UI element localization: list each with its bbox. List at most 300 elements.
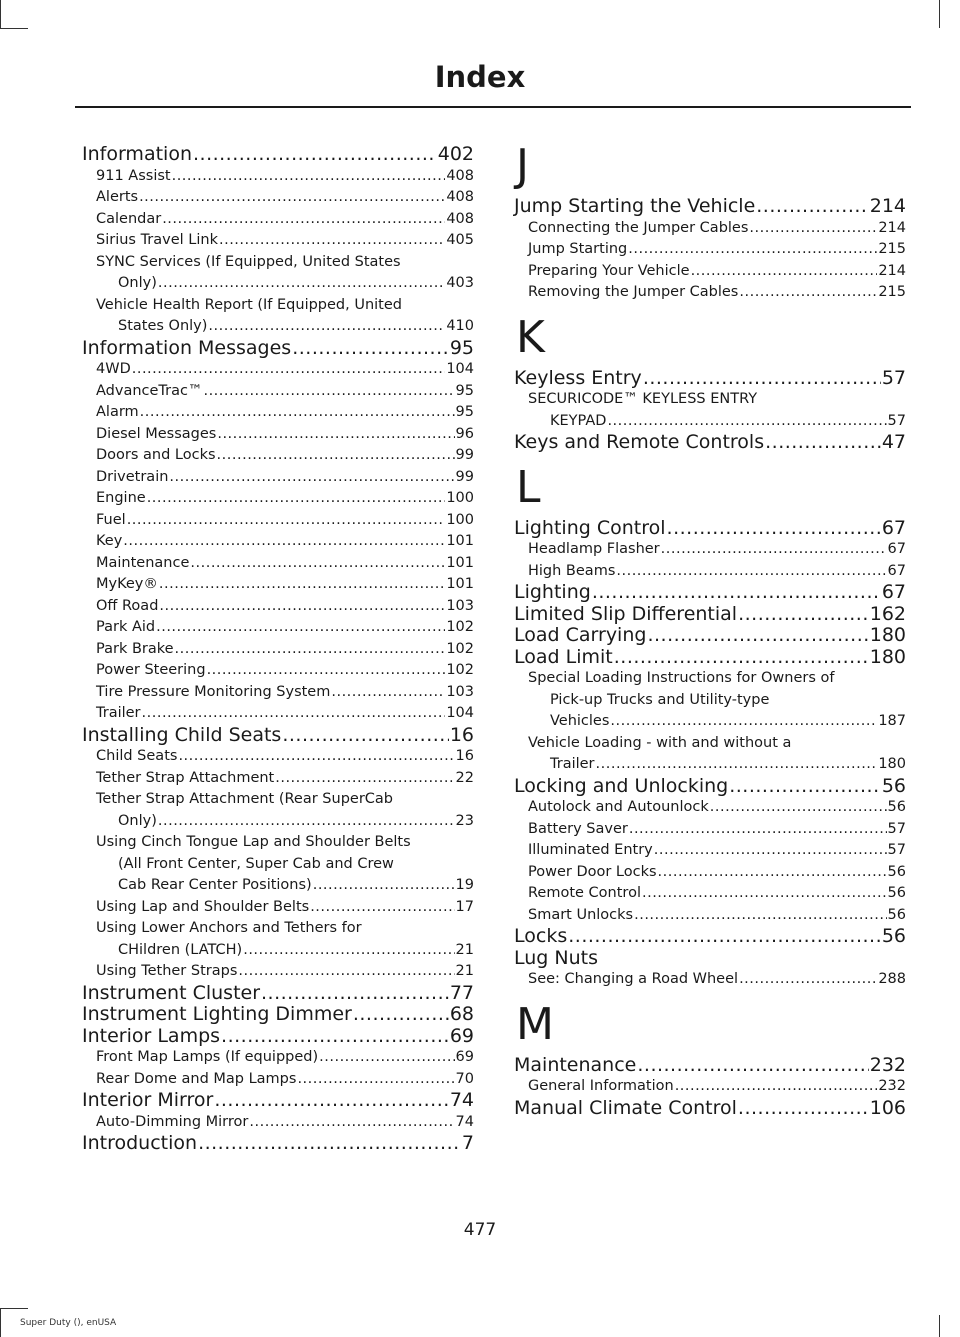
index-subentry: [82, 252, 474, 295]
entry-page: 67: [887, 562, 906, 579]
header-divider: [75, 106, 911, 108]
index-subentry: [514, 905, 906, 927]
index-subentry: [514, 1076, 906, 1098]
dot-leader: [159, 596, 445, 618]
index-subentry: [82, 424, 474, 446]
entry-title: Manual Climate Control: [514, 1096, 737, 1119]
entry-title: Calendar: [96, 210, 162, 227]
entry-page: 232: [869, 1053, 906, 1076]
entry-title: Maintenance: [514, 1053, 637, 1076]
index-subentry: [82, 768, 474, 790]
entry-title: Limited Slip Differential: [514, 602, 738, 625]
entry-page: 214: [878, 262, 906, 279]
dot-leader: [214, 1090, 448, 1112]
entry-title: Rear Dome and Map Lamps: [96, 1070, 297, 1087]
dot-leader: [139, 187, 445, 209]
entry-title: Preparing Your Vehicle: [528, 262, 690, 279]
entry-title: Tire Pressure Monitoring System: [96, 683, 331, 700]
dot-leader: [217, 445, 455, 467]
dot-leader: [159, 574, 445, 596]
index-letter: M: [516, 998, 554, 1050]
index-subentry: [514, 668, 906, 733]
dot-leader: [172, 166, 446, 188]
dot-leader: [616, 561, 886, 583]
entry-page: 95: [455, 382, 474, 399]
index-letter: L: [516, 461, 541, 513]
entry-page: 47: [881, 431, 906, 453]
index-subentry: [82, 402, 474, 424]
dot-leader: [710, 797, 887, 819]
entry-title: Connecting the Jumper Cables: [528, 219, 749, 236]
entry-page: 17: [455, 898, 474, 915]
dot-leader: [207, 660, 446, 682]
dot-leader: [193, 144, 437, 166]
entry-page: 68: [449, 1003, 474, 1025]
entry-title: Locks: [514, 925, 568, 947]
dot-leader: [628, 239, 877, 261]
entry-title: Off Road: [96, 597, 159, 614]
entry-page: 232: [878, 1078, 906, 1094]
entry-page: 96: [455, 425, 474, 442]
index-subentry: [82, 295, 474, 338]
dot-leader: [610, 711, 877, 733]
entry-last-line: [96, 316, 474, 338]
index-subentry: [82, 531, 474, 553]
dot-leader: [643, 368, 881, 390]
entry-last-line: [528, 754, 906, 776]
entry-title: Removing the Jumper Cables: [528, 284, 739, 300]
entry-title: Only): [118, 812, 157, 829]
index-column-left: [82, 144, 474, 1155]
index-subentry: [82, 574, 474, 596]
index-subentry: [514, 733, 906, 776]
dot-leader: [203, 381, 454, 403]
dot-leader: [175, 639, 446, 661]
entry-page: 57: [887, 412, 906, 429]
entry-page: 7: [461, 1132, 474, 1154]
entry-page: 104: [446, 705, 474, 721]
entry-title: CHildren (LATCH): [118, 941, 243, 958]
index-subentry: [82, 897, 474, 919]
dot-leader: [198, 1133, 461, 1155]
dot-leader: [169, 467, 454, 489]
dot-leader: [219, 230, 445, 252]
entry-page: 104: [446, 361, 474, 377]
dot-leader: [217, 424, 454, 446]
dot-leader: [634, 905, 886, 927]
entry-title: 911 Assist: [96, 167, 171, 184]
entry-title: Instrument Lighting Dimmer: [82, 1003, 352, 1025]
index-subentry: [82, 789, 474, 832]
entry-title: Alarm: [96, 404, 139, 420]
index-subentry: [82, 832, 474, 897]
entry-title: Interior Lamps: [82, 1024, 221, 1047]
index-subentry: [514, 282, 906, 304]
index-subentry: [514, 261, 906, 283]
index-entry: [514, 625, 906, 647]
entry-title: Cab Rear Center Positions): [118, 877, 312, 893]
entry-page: 101: [446, 533, 474, 549]
entry-page: 180: [869, 624, 906, 646]
entry-last-line: [96, 940, 474, 962]
dot-leader: [647, 625, 868, 647]
dot-leader: [319, 1047, 454, 1069]
index-subentry: [82, 660, 474, 682]
index-subentry: [82, 510, 474, 532]
index-entry: [82, 1090, 474, 1112]
dot-leader: [190, 553, 445, 575]
entry-title: Using Lap and Shoulder Belts: [96, 898, 310, 915]
index-letter: J: [516, 140, 529, 191]
entry-title: General Information: [528, 1078, 674, 1094]
index-subentry: [82, 746, 474, 768]
entry-page: 57: [887, 842, 906, 858]
entry-page: 67: [887, 541, 906, 557]
page-title: Index: [434, 60, 526, 94]
entry-title: Power Door Locks: [528, 863, 657, 880]
dot-leader: [243, 940, 454, 962]
entry-page: 74: [455, 1113, 474, 1130]
entry-page: 288: [878, 971, 906, 987]
entry-title: Introduction: [82, 1132, 198, 1154]
index-subentry: [82, 1112, 474, 1134]
entry-page: 215: [878, 241, 906, 257]
entry-title: 4WD: [96, 361, 131, 377]
entry-title: Locking and Unlocking: [514, 774, 729, 797]
entry-title-line: SYNC Services (If Equipped, United States: [96, 253, 401, 270]
entry-page: 100: [446, 490, 474, 506]
entry-page: 95: [455, 404, 474, 420]
entry-title: See: Changing a Road Wheel: [528, 971, 739, 987]
entry-title: Diesel Messages: [96, 425, 217, 442]
entry-page: 21: [455, 941, 474, 958]
index-subentry: [514, 389, 906, 432]
dot-leader: [607, 411, 886, 433]
dot-leader: [667, 518, 881, 540]
dot-leader: [249, 1112, 454, 1134]
entry-title: Load Limit: [514, 645, 613, 668]
dot-leader: [140, 402, 455, 424]
index-subentry: [82, 703, 474, 725]
index-subentry: [82, 230, 474, 252]
entry-page: 408: [446, 210, 474, 227]
entry-title: Front Map Lamps (If equipped): [96, 1049, 319, 1065]
entry-title: Doors and Locks: [96, 447, 216, 463]
entry-page: 56: [887, 906, 906, 923]
dot-leader: [738, 604, 869, 626]
entry-page: 22: [455, 769, 474, 786]
entry-title: Keyless Entry: [514, 366, 642, 389]
entry-title: Headlamp Flasher: [528, 541, 660, 557]
dot-leader: [147, 488, 446, 510]
index-entry: [514, 582, 906, 604]
entry-page: 162: [869, 602, 906, 625]
entry-page: 70: [455, 1070, 474, 1087]
entry-title-line: Using Lower Anchors and Tethers for: [96, 920, 362, 936]
index-entry: [514, 518, 906, 540]
dot-leader: [353, 1004, 449, 1026]
entry-page: 74: [449, 1089, 474, 1111]
index-subentry: [82, 918, 474, 961]
dot-leader: [738, 1098, 869, 1120]
dot-leader: [123, 531, 445, 553]
index-subentry: [82, 166, 474, 188]
dot-leader: [158, 273, 445, 295]
dot-leader: [156, 617, 445, 639]
dot-leader: [238, 961, 454, 983]
entry-title: Remote Control: [528, 885, 641, 901]
entry-page: 402: [437, 143, 474, 165]
entry-title: Autolock and Autounlock: [528, 799, 709, 815]
index-subentry: [514, 797, 906, 819]
entry-title: Smart Unlocks: [528, 906, 634, 923]
index-column-right: [514, 140, 906, 1119]
index-entry: [82, 1004, 474, 1026]
index-subentry: [514, 539, 906, 561]
entry-title: Instrument Cluster: [82, 981, 261, 1004]
entry-page: 215: [878, 284, 906, 300]
entry-page: 56: [881, 925, 906, 947]
index-subentry: [514, 819, 906, 841]
entry-title-line: Vehicle Loading - with and without a: [528, 734, 792, 751]
dot-leader: [331, 682, 445, 704]
entry-title: Battery Saver: [528, 820, 628, 837]
entry-last-line: [528, 711, 906, 733]
entry-page: 102: [446, 662, 474, 678]
entry-page: 95: [449, 336, 474, 359]
entry-title: Power Steering: [96, 662, 206, 678]
page-number: 477: [463, 1220, 497, 1240]
entry-title: Only): [118, 275, 157, 291]
index-subentry: [514, 561, 906, 583]
dot-leader: [654, 840, 887, 862]
dot-leader: [313, 875, 455, 897]
entry-title: Child Seats: [96, 748, 178, 764]
entry-page: 69: [455, 1049, 474, 1065]
dot-leader: [275, 768, 454, 790]
index-subentry: [82, 467, 474, 489]
dot-leader: [208, 316, 445, 338]
entry-title-line: Tether Strap Attachment (Rear SuperCab: [96, 791, 393, 807]
entry-title: Key: [96, 533, 123, 549]
entry-title: Maintenance: [96, 554, 190, 571]
dot-leader: [739, 282, 877, 304]
index-subentry: [514, 239, 906, 261]
entry-title: Tether Strap Attachment: [96, 769, 275, 786]
entry-page: 103: [446, 683, 474, 700]
entry-last-line: [528, 411, 906, 433]
entry-last-line: [96, 273, 474, 295]
index-entry: Lug Nuts: [514, 946, 598, 969]
entry-title: AdvanceTrac™: [96, 382, 203, 399]
entry-title: Alerts: [96, 189, 139, 205]
entry-page: 214: [878, 219, 906, 236]
entry-page: 21: [455, 963, 474, 979]
dot-leader: [629, 819, 887, 841]
index-subentry: [82, 961, 474, 983]
entry-title: Auto-Dimming Mirror: [96, 1113, 249, 1130]
dot-leader: [261, 983, 449, 1005]
index-subentry: [82, 1069, 474, 1091]
entry-last-line: [96, 875, 474, 897]
entry-title-line: Vehicle Health Report (If Equipped, United: [96, 296, 402, 313]
index-subentry: [514, 862, 906, 884]
dot-leader: [749, 218, 877, 240]
entry-page: 56: [887, 863, 906, 880]
entry-page: 67: [881, 581, 906, 603]
entry-title: Lighting: [514, 581, 591, 603]
index-entry: [82, 1026, 474, 1048]
entry-title-line: Pick-up Trucks and Utility-type: [550, 691, 770, 708]
entry-page: 56: [881, 774, 906, 797]
entry-page: 16: [455, 748, 474, 764]
entry-page: 106: [869, 1096, 906, 1119]
index-subentry: [82, 1047, 474, 1069]
index-subentry: [82, 639, 474, 661]
entry-title: MyKey®: [96, 576, 158, 592]
dot-leader: [614, 647, 869, 669]
dot-leader: [162, 209, 445, 231]
entry-title: Information Messages: [82, 336, 292, 359]
index-entry: [514, 776, 906, 798]
entry-page: 69: [449, 1024, 474, 1047]
entry-title: Load Carrying: [514, 624, 647, 646]
dot-leader: [568, 926, 881, 948]
index-subentry: [514, 840, 906, 862]
entry-page: 99: [455, 447, 474, 463]
index-entry: [82, 725, 474, 747]
entry-title: Drivetrain: [96, 468, 169, 485]
index-entry: [514, 647, 906, 669]
entry-title: Park Brake: [96, 640, 174, 657]
entry-page: 408: [446, 189, 474, 205]
entry-page: 214: [869, 195, 906, 217]
dot-leader: [596, 754, 878, 776]
entry-page: 16: [449, 723, 474, 746]
entry-title-line: (All Front Center, Super Cab and Crew: [118, 855, 394, 872]
index-entry: [82, 1133, 474, 1155]
entry-page: 403: [446, 275, 474, 291]
index-subentry: [82, 445, 474, 467]
entry-page: 102: [446, 619, 474, 635]
entry-page: 101: [446, 554, 474, 571]
entry-title: Fuel: [96, 511, 126, 528]
entry-page: 23: [455, 812, 474, 829]
dot-leader: [127, 510, 446, 532]
index-entry: [82, 983, 474, 1005]
dot-leader: [297, 1069, 454, 1091]
index-subentry: [82, 596, 474, 618]
dot-leader: [661, 539, 887, 561]
dot-leader: [292, 338, 449, 360]
entry-title-line: SECURICODE™ KEYLESS ENTRY: [528, 391, 758, 407]
dot-leader: [142, 703, 446, 725]
dot-leader: [178, 746, 454, 768]
entry-title: Sirius Travel Link: [96, 232, 218, 248]
index-subentry: [82, 682, 474, 704]
index-subentry: [514, 218, 906, 240]
index-entry: [514, 1055, 906, 1077]
dot-leader: [642, 883, 887, 905]
dot-leader: [158, 811, 455, 833]
entry-title: KEYPAD: [550, 412, 607, 429]
index-entry: [514, 1098, 906, 1120]
entry-title: Illuminated Entry: [528, 842, 653, 858]
entry-page: 180: [878, 756, 906, 772]
dot-leader: [765, 432, 881, 454]
entry-page: 57: [881, 366, 906, 389]
index-entry: [82, 338, 474, 360]
entry-title: Vehicles: [550, 713, 610, 729]
entry-title: Jump Starting the Vehicle: [514, 195, 756, 217]
entry-title: Trailer: [550, 756, 595, 772]
dot-leader: [739, 969, 877, 991]
entry-title: Information: [82, 143, 192, 165]
entry-page: 101: [446, 576, 474, 592]
entry-title: Installing Child Seats: [82, 723, 282, 746]
entry-page: 100: [446, 511, 474, 528]
index-entry: [514, 368, 906, 390]
entry-title: High Beams: [528, 562, 616, 579]
entry-page: 67: [881, 516, 906, 539]
entry-page: 56: [887, 885, 906, 901]
index-subentry: [82, 617, 474, 639]
entry-title: Jump Starting: [528, 241, 628, 257]
index-subentry: [82, 209, 474, 231]
index-entry: [514, 926, 906, 948]
dot-leader: [658, 862, 887, 884]
index-subentry: [514, 883, 906, 905]
entry-page: 19: [455, 877, 474, 893]
index-subentry: [82, 359, 474, 381]
dot-leader: [310, 897, 454, 919]
dot-leader: [592, 582, 881, 604]
entry-page: 103: [446, 597, 474, 614]
index-entry: [514, 196, 906, 218]
entry-title: Park Aid: [96, 619, 156, 635]
entry-title: Keys and Remote Controls: [514, 431, 765, 453]
entry-page: 99: [455, 468, 474, 485]
entry-title: Using Tether Straps: [96, 963, 238, 979]
dot-leader: [637, 1055, 868, 1077]
index-subentry: [82, 488, 474, 510]
entry-page: 405: [446, 232, 474, 248]
entry-title: Interior Mirror: [82, 1089, 214, 1111]
dot-leader: [691, 261, 878, 283]
index-subentry: [82, 553, 474, 575]
index-letter: K: [516, 311, 545, 363]
dot-leader: [221, 1026, 449, 1048]
document-id: Super Duty (), enUSA: [20, 1318, 117, 1328]
entry-title: Trailer: [96, 705, 141, 721]
index-subentry: [82, 187, 474, 209]
dot-leader: [675, 1076, 878, 1098]
entry-page: 410: [446, 318, 474, 334]
index-subentry: [514, 969, 906, 991]
entry-page: 102: [446, 640, 474, 657]
index-entry: [514, 604, 906, 626]
dot-leader: [132, 359, 446, 381]
entry-page: 187: [878, 713, 906, 729]
dot-leader: [282, 725, 448, 747]
entry-last-line: [96, 811, 474, 833]
entry-page: 57: [887, 820, 906, 837]
index-entry: [514, 432, 906, 454]
entry-title: States Only): [118, 318, 208, 334]
entry-page: 56: [887, 799, 906, 815]
entry-page: 77: [449, 981, 474, 1004]
entry-page: 408: [446, 167, 474, 184]
